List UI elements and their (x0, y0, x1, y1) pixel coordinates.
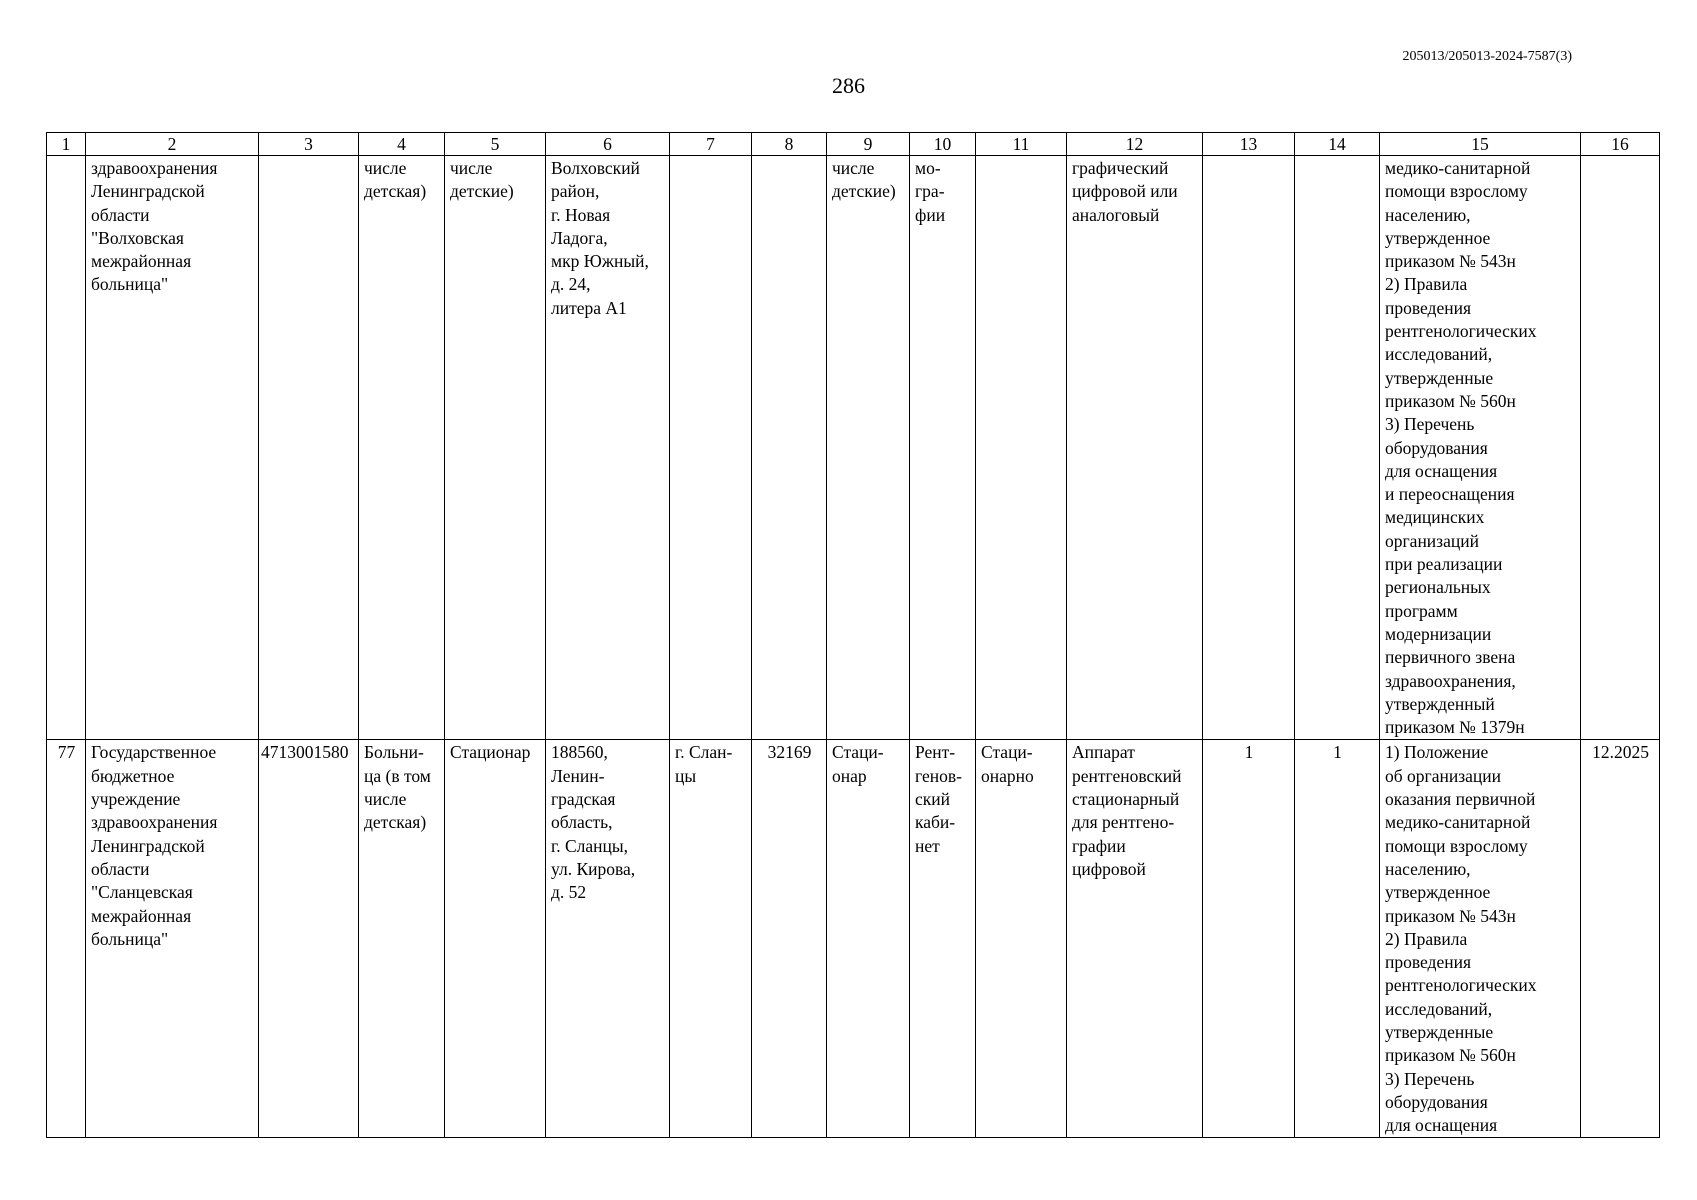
quantity-cell: 1 (1203, 740, 1295, 1138)
header-cell: 6 (546, 133, 670, 156)
header-cell: 9 (827, 133, 910, 156)
header-cell: 4 (359, 133, 445, 156)
room-cell: мо- гра- фии (910, 156, 976, 740)
equipment-cell: графический цифровой или аналоговый (1067, 156, 1203, 740)
care-conditions-cell: Стационар (445, 740, 546, 1138)
address-cell: Волховский район, г. Новая Ладога, мкр Южный, д. 24, литера А1 (546, 156, 670, 740)
regulation-cell: медико-санитарной помощи взрослому населению, утвержденное приказом № 543н 2) Правила проведения рентгенологических исследований, утвержденные приказом № 560н 3) Перечень оборудования для оснащения и переоснащения медицинских организаций при реализации региональных программ модернизации первичного звена здравоохранения, утвержденный приказом № 1379н (1380, 156, 1581, 740)
header-cell: 7 (670, 133, 752, 156)
header-cell: 16 (1581, 133, 1660, 156)
header-cell: 2 (86, 133, 259, 156)
table-header-row (47, 133, 1660, 156)
header-cell: 14 (1295, 133, 1380, 156)
quantity-cell (1203, 156, 1295, 740)
header-cell: 1 (47, 133, 86, 156)
page-number: 286 (832, 73, 865, 98)
header-cell: 10 (910, 133, 976, 156)
equipment-cell: Аппарат рентгеновский стационарный для рентгено- графии цифровой (1067, 740, 1203, 1138)
header-cell: 5 (445, 133, 546, 156)
header-cell: 8 (752, 133, 827, 156)
organization-name-cell: Государственное бюджетное учреждение здравоохранения Ленинградской области "Сланцевская межрайонная больница" (86, 740, 259, 1138)
unit-cell: Стаци- онар (827, 740, 910, 1138)
address-cell: 188560, Ленин- градская область, г. Сланцы, ул. Кирова, д. 52 (546, 740, 670, 1138)
organization-name-cell: здравоохранения Ленинградской области "Волховская межрайонная больница" (86, 156, 259, 740)
table-row (47, 156, 1660, 740)
header-cell: 11 (976, 133, 1067, 156)
row-number-cell (47, 156, 86, 740)
register-table (46, 132, 1660, 1138)
facility-type-cell: числе детская) (359, 156, 445, 740)
row-number-cell: 77 (47, 740, 86, 1138)
date-cell: 12.2025 (1581, 740, 1660, 1138)
locality-cell: г. Слан- цы (670, 740, 752, 1138)
header-cell: 15 (1380, 133, 1581, 156)
date-cell (1581, 156, 1660, 740)
table-row (47, 740, 1660, 1138)
document-id: 205013/205013-2024-7587(3) (1402, 49, 1572, 64)
header-cell: 12 (1067, 133, 1203, 156)
code-cell (752, 156, 827, 740)
header-cell: 13 (1203, 133, 1295, 156)
code-cell: 32169 (752, 740, 827, 1138)
placement-cell: Стаци- онарно (976, 740, 1067, 1138)
header-cell: 3 (259, 133, 359, 156)
regulation-cell: 1) Положение об организации оказания первичной медико-санитарной помощи взрослому населению, утвержденное приказом № 543н 2) Правила проведения рентгенологических исследований, утвержденные приказом № 560н 3) Перечень оборудования для оснащения (1380, 740, 1581, 1138)
care-conditions-cell: числе детские) (445, 156, 546, 740)
placement-cell (976, 156, 1067, 740)
room-cell: Рент- генов- ский каби- нет (910, 740, 976, 1138)
facility-type-cell: Больни- ца (в том числе детская) (359, 740, 445, 1138)
unit-cell: числе детские) (827, 156, 910, 740)
quantity-cell: 1 (1295, 740, 1380, 1138)
inn-cell: 4713001580 (259, 740, 359, 1138)
inn-cell (259, 156, 359, 740)
quantity-cell (1295, 156, 1380, 740)
locality-cell (670, 156, 752, 740)
